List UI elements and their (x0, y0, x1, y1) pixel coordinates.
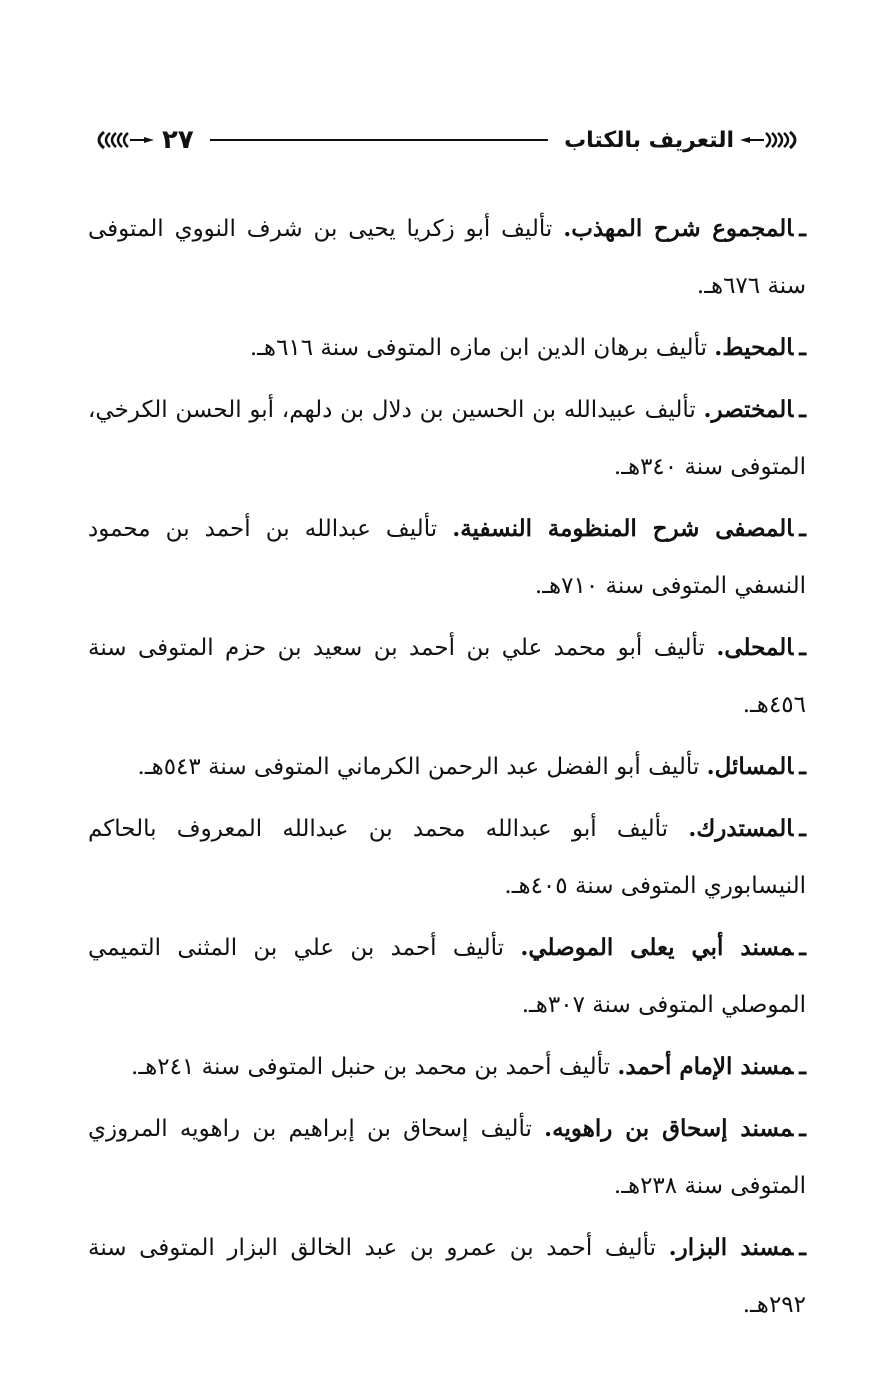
list-item: ـالمحيط. تأليف برهان الدين ابن مازه المتوفى سنة ٦١٦هـ. (249, 334, 806, 361)
entry-text: تأليف أبو الفضل عبد الرحمن الكرماني المتوفى سنة ٥٤٣هـ. (137, 754, 700, 780)
header-number-group (88, 125, 194, 155)
entry-text: تأليف عبيدالله بن الحسين بن دلال بن دلهم، أبو الحسن الكرخي، المتوفى سنة ٣٤٠هـ. (88, 397, 806, 480)
entry-text: تأليف أحمد بن عمرو بن عبد الخالق البزار المتوفى سنة ٢٩٢هـ. (88, 1235, 806, 1318)
entry-title: المحيط. (714, 334, 794, 361)
entry-text: تأليف عبدالله بن أحمد بن محمود النسفي المتوفى سنة ٧١٠هـ. (88, 516, 806, 599)
list-item: ـالمستدرك. تأليف أبو عبدالله محمد بن عبدالله المعروف بالحاكم النيسابوري المتوفى سنة ٤٠٥هـ. (88, 815, 806, 899)
list-item: ـمسند البزار. تأليف أحمد بن عمرو بن عبد الخالق البزار المتوفى سنة ٢٩٢هـ. (88, 1234, 807, 1318)
entry-text: تأليف إسحاق بن إبراهيم بن راهويه المروزي المتوفى سنة ٢٣٨هـ. (88, 1116, 806, 1199)
entry-title: المسائل. (706, 753, 794, 780)
entry-title: مسند أبي يعلى الموصلي. (520, 934, 794, 961)
list-item: ـالمسائل. تأليف أبو الفضل عبد الرحمن الكرماني المتوفى سنة ٥٤٣هـ. (137, 753, 806, 780)
page-number: ٢٧ (162, 125, 194, 155)
list-item: ـالمحلى. تأليف أبو محمد علي بن أحمد بن سعيد بن حزم المتوفى سنة ٤٥٦هـ. (88, 634, 807, 718)
entry-title: المصفى شرح المنظومة النسفية. (452, 515, 794, 542)
entry-text: تأليف أبو زكريا يحيى بن شرف النووي المتوفى سنة ٦٧٦هـ. (88, 216, 806, 299)
entry-title: المستدرك. (688, 815, 794, 842)
list-item: ـمسند أبي يعلى الموصلي. تأليف أحمد بن علي بن المثنى التميمي الموصلي المتوفى سنة ٣٠٧هـ. (88, 934, 806, 1018)
right-arrow-ornament-icon (88, 130, 154, 150)
entry-title: مسند إسحاق بن راهويه. (544, 1115, 794, 1142)
list-item: ـمسند إسحاق بن راهويه. تأليف إسحاق بن إبراهيم بن راهويه المروزي المتوفى سنة ٢٣٨هـ. (88, 1115, 807, 1199)
entry-title: مسند البزار. (668, 1234, 794, 1261)
list-item: ـالمختصر. تأليف عبيدالله بن الحسين بن دلال بن دلهم، أبو الحسن الكرخي، المتوفى سنة ٣٤٠هـ. (88, 396, 807, 480)
entry-text: تأليف أبو محمد علي بن أحمد بن سعيد بن حزم المتوفى سنة ٤٥٦هـ. (88, 635, 806, 718)
entry-title: المجموع شرح المهذب. (563, 215, 794, 242)
list-item: ـمسند الإمام أحمد. تأليف أحمد بن محمد بن حنبل المتوفى سنة ٢٤١هـ. (131, 1053, 806, 1080)
running-header (88, 118, 806, 162)
entries-list (88, 200, 806, 1338)
entry-text: تأليف أحمد بن محمد بن حنبل المتوفى سنة ٢٤١هـ. (131, 1054, 611, 1080)
entry-title: المختصر. (703, 396, 794, 423)
entry-text: تأليف أبو عبدالله محمد بن عبدالله المعروف بالحاكم النيسابوري المتوفى سنة ٤٠٥هـ. (88, 816, 806, 899)
left-arrow-ornament-icon (740, 130, 806, 150)
entry-text: تأليف برهان الدين ابن مازه المتوفى سنة ٦١٦هـ. (249, 335, 707, 361)
header-rule (210, 139, 548, 141)
list-item: ـالمصفى شرح المنظومة النسفية. تأليف عبدالله بن أحمد بن محمود النسفي المتوفى سنة ٧١٠هـ. (88, 515, 807, 599)
entry-title: مسند الإمام أحمد. (617, 1053, 794, 1080)
header-title-group (564, 128, 806, 153)
header-title: التعريف بالكتاب (564, 127, 734, 153)
entry-title: المحلى. (716, 634, 794, 661)
list-item: ـالمجموع شرح المهذب. تأليف أبو زكريا يحيى بن شرف النووي المتوفى سنة ٦٧٦هـ. (88, 215, 807, 299)
entry-text: تأليف أحمد بن علي بن المثنى التميمي الموصلي المتوفى سنة ٣٠٧هـ. (88, 935, 806, 1018)
